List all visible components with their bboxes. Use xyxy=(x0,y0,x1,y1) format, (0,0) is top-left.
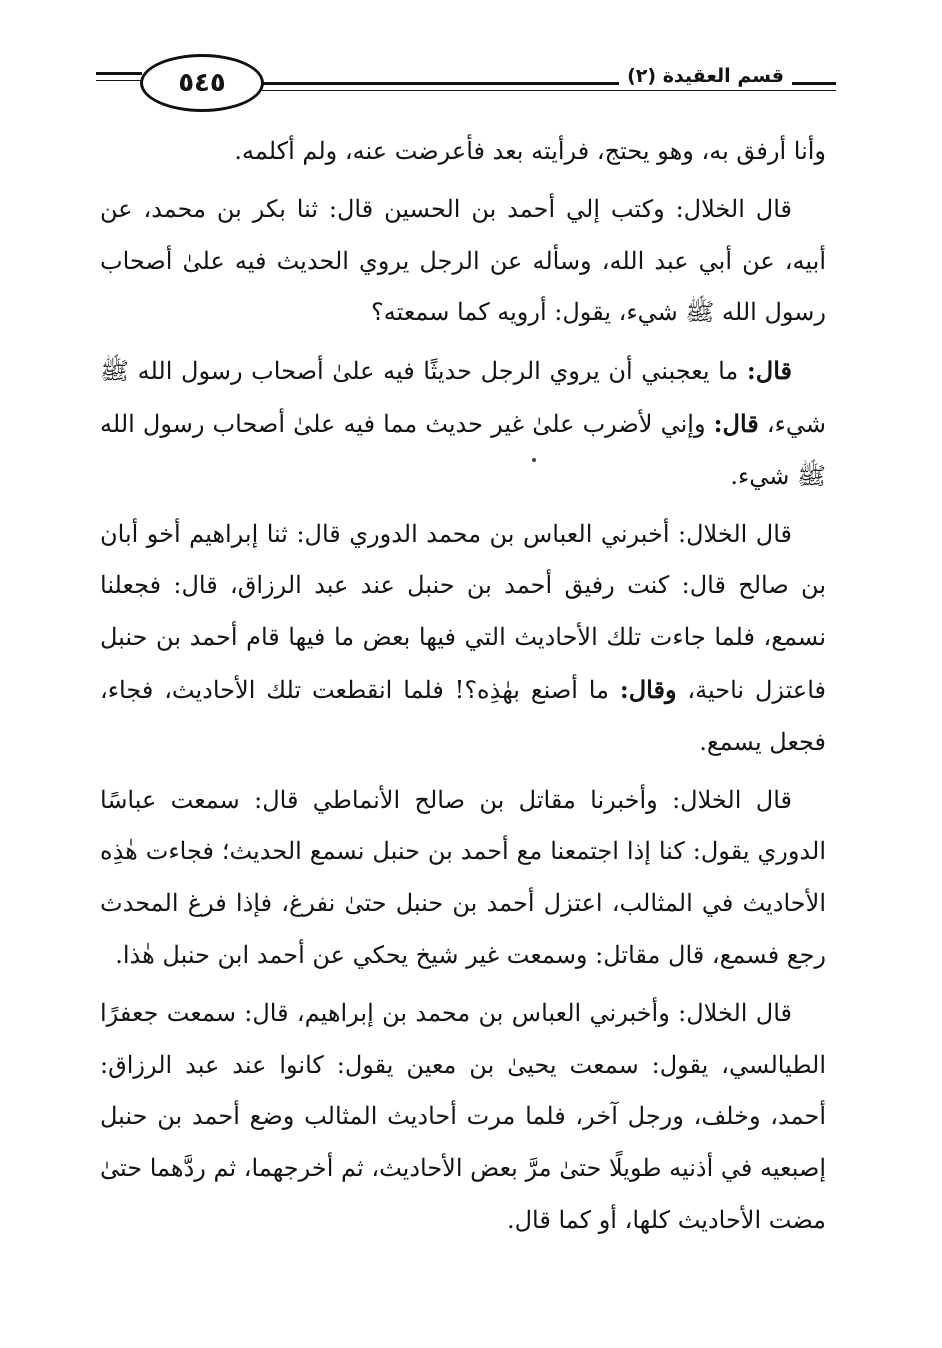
paragraph-5: قال الخلال: وأخبرنا مقاتل بن صالح الأنماطي قال: سمعت عباسًا الدوري يقول: كنا إذا اجتمعنا مع أحمد بن حنبل نسمع الحديث؛ فجاءت هٰذِه الأحاديث في المثالب، اعتزل أحمد بن حنبل حتىٰ نفرغ، فإذا فرغ المحدث رجع فسمع، قال مقاتل: وسمعت غير شيخ يحكي عن أحمد ابن حنبل هٰذا. xyxy=(100,785,826,969)
paragraph-2: قال الخلال: وكتب إلي أحمد بن الحسين قال: ثنا بكر بن محمد، عن أبيه، عن أبي عبد الله، وسأله عن الرجل يروي الحديث فيه علىٰ أصحاب رسول الله ﷺ شيء، يقول: أرويه كما سمعته؟ xyxy=(100,194,826,327)
body-text xyxy=(100,126,826,1247)
header-rule-left-thick xyxy=(96,72,142,75)
paragraph-4-text-1: قال الخلال: أخبرني العباس بن محمد الدوري قال: ثنا إبراهيم أخو أبان بن صالح قال: كنت رفيق أحمد بن حنبل عند عبد الرزاق، قال: فجعلنا نسمع، فلما جاءت تلك الأحاديث التي فيها بعض ما فيها قام أحمد بن حنبل فاعتزل ناحية، xyxy=(100,519,827,704)
paragraph-4-bold: وقال: xyxy=(619,674,677,704)
paragraph-4 xyxy=(100,509,826,769)
running-title: قسم العقيدة (٢) xyxy=(619,65,792,87)
paragraph-4-text-2: ما أصنع بهٰذِه؟! فلما انقطعت تلك الأحاديث، فجاء، فجعل يسمع. xyxy=(100,675,826,756)
scan-speck xyxy=(532,458,536,462)
header-rule-left-thin xyxy=(96,80,142,81)
page-number-badge xyxy=(140,54,264,112)
paragraph-3-text-1: ما يعجبني أن يروي الرجل حديثًا فيه علىٰ أصحاب رسول الله ﷺ شيء، xyxy=(100,357,826,438)
paragraph-1: وأنا أرفق به، وهو يحتج، فرأيته بعد فأعرضت عنه، ولم أكلمه. xyxy=(234,137,826,165)
paragraph-3-mid: قال: xyxy=(713,408,759,438)
page-header xyxy=(96,52,836,116)
paragraph-3-lead: قال: xyxy=(746,356,792,386)
paragraph-6: قال الخلال: وأخبرني العباس بن محمد بن إبراهيم، قال: سمعت جعفرًا الطيالسي، يقول: سمعت يحيىٰ بن معين يقول: كانوا عند عبد الرزاق: أحمد، وخلف، ورجل آخر، فلما مرت أحاديث المثالب وضع أحمد بن حنبل إصبعيه في أذنيه طويلًا حتىٰ مرَّ بعض الأحاديث، ثم أخرجهما، ثم ردَّهما حتىٰ مضت الأحاديث كلها، أو كما قال. xyxy=(100,998,826,1234)
paragraph-3-text-2: وإني لأضرب علىٰ غير حديث مما فيه علىٰ أصحاب رسول الله ﷺ شيء. xyxy=(100,409,826,490)
page-number: ٥٤٥ xyxy=(178,68,226,98)
paragraph-3 xyxy=(100,345,826,502)
header-rule-right-thin xyxy=(262,90,836,91)
